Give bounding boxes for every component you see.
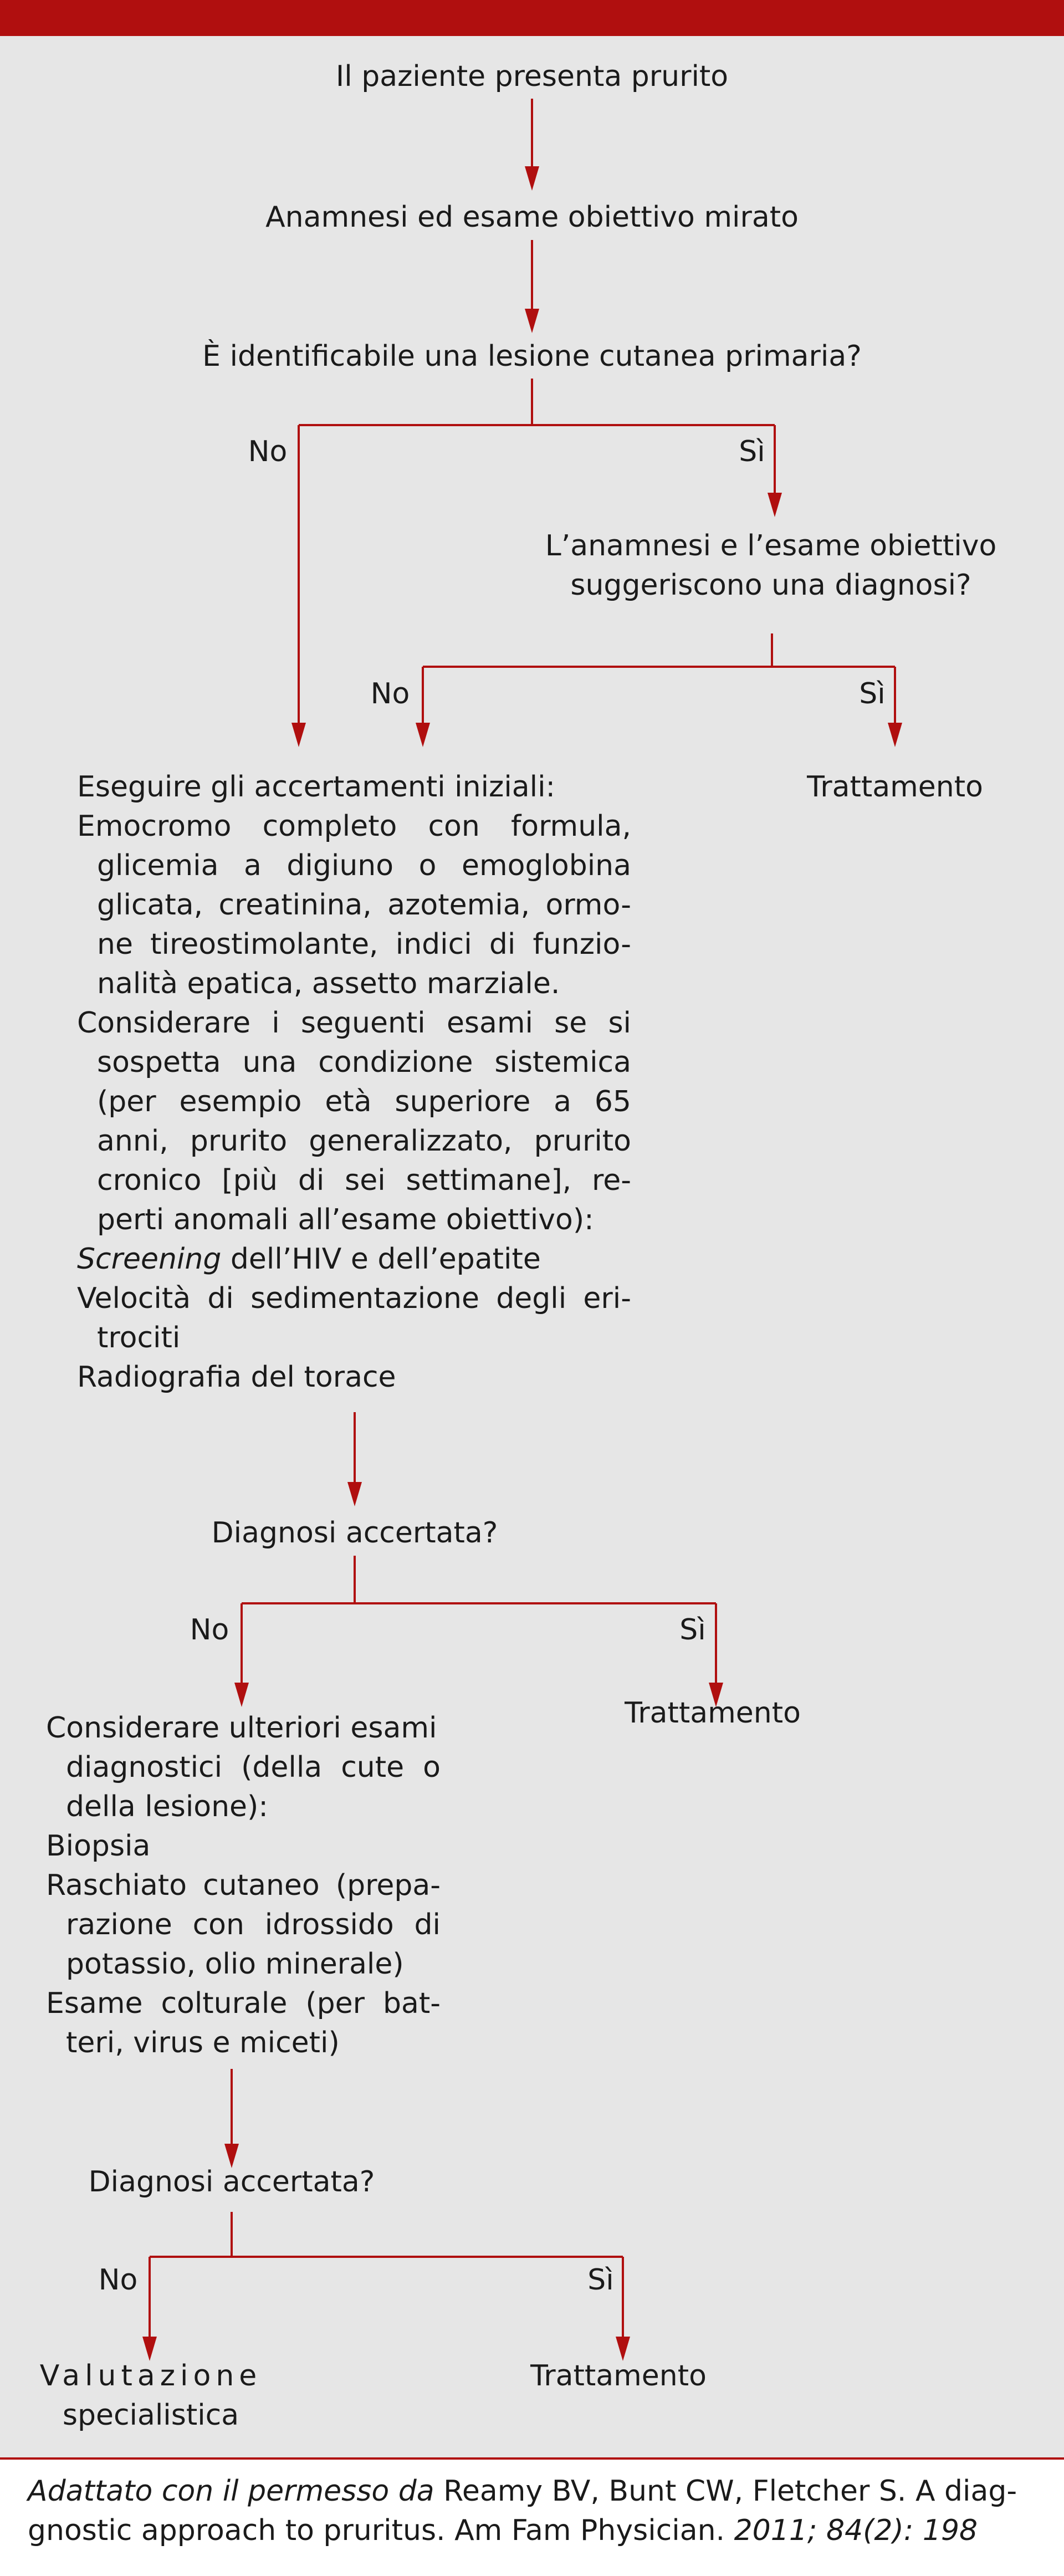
node-further-tests xyxy=(46,1709,441,2063)
arrowhead xyxy=(768,493,782,517)
node-diagnosis-2: Diagnosi accertata? xyxy=(88,2165,375,2199)
tests-line: trociti xyxy=(97,1321,181,1355)
citation-line2 xyxy=(28,2511,1036,2551)
screening-rest: dell’HIV e dell’epatite xyxy=(230,1243,541,1276)
tests-line: Considerare i seguenti esami se si xyxy=(77,1006,631,1040)
node-history: Anamnesi ed esame obiettivo mirato xyxy=(265,201,799,234)
node-diagnosis-1: Diagnosi accertata? xyxy=(211,1516,498,1550)
tests-screening-line xyxy=(77,1240,631,1279)
arrowhead xyxy=(525,166,539,191)
further-line: della lesione): xyxy=(66,1790,268,1823)
label-yes-suggest: Sì xyxy=(859,677,886,711)
tests-heading: Eseguire gli accertamenti iniziali: xyxy=(77,770,556,804)
citation-authors: Reamy BV, Bunt CW, Fletcher S. A diag- xyxy=(434,2475,1017,2508)
tests-line: nalità epatica, assetto marziale. xyxy=(97,967,560,1000)
citation-ref: 2011; 84(2): 198 xyxy=(734,2514,978,2547)
tests-line: Velocità di sedimentazione degli eri- xyxy=(77,1282,631,1315)
arrowhead xyxy=(888,723,902,747)
label-no-suggest: No xyxy=(370,677,410,711)
node-question-suggest-line2: suggeriscono una diagnosi? xyxy=(570,569,971,602)
node-question-lesion: È identificabile una lesione cutanea primaria? xyxy=(202,340,862,373)
tests-line: anni, prurito generalizzato, prurito xyxy=(97,1125,631,1158)
label-no-lesion: No xyxy=(248,435,288,468)
tests-line: (per esempio età superiore a 65 xyxy=(97,1085,631,1118)
screening-word: Screening xyxy=(77,1243,222,1276)
node-treatment-3: Trattamento xyxy=(530,2359,707,2393)
citation-line1 xyxy=(28,2472,1036,2511)
label-yes-diag2: Sì xyxy=(587,2263,614,2297)
label-yes-lesion: Sì xyxy=(739,435,765,468)
node-treatment-2: Trattamento xyxy=(625,1696,801,1730)
footer-rule xyxy=(0,2457,1064,2460)
citation-journal: gnostic approach to pruritus. Am Fam Physician. xyxy=(28,2514,734,2547)
node-question-suggest-line1: L’anamnesi e l’esame obiettivo xyxy=(545,529,997,563)
tests-line: Emocromo completo con formula, xyxy=(77,810,631,843)
node-initial-tests xyxy=(77,768,631,1397)
arrowhead xyxy=(525,309,539,333)
citation-italic: Adattato con il permesso da xyxy=(28,2475,434,2508)
label-no-diag2: No xyxy=(98,2263,138,2297)
further-line: Biopsia xyxy=(46,1829,151,1863)
arrowhead xyxy=(347,1482,362,1506)
label-yes-diag1: Sì xyxy=(679,1613,706,1647)
specialist-line1: Valutazione xyxy=(39,2359,262,2393)
further-line: Raschiato cutaneo (prepa- xyxy=(46,1869,441,1902)
further-line: Considerare ulteriori esami xyxy=(46,1711,437,1745)
tests-line: glicemia a digiuno o emoglobina xyxy=(97,849,631,882)
further-line: potassio, olio minerale) xyxy=(66,1948,404,1981)
further-line: diagnostici (della cute o xyxy=(66,1751,441,1784)
node-specialist xyxy=(37,2357,264,2435)
node-treatment-1: Trattamento xyxy=(807,770,983,804)
source-citation xyxy=(28,2472,1036,2551)
label-no-diag1: No xyxy=(190,1613,229,1647)
further-line: razione con idrossido di xyxy=(66,1908,441,1941)
tests-line: sospetta una condizione sistemica xyxy=(97,1046,631,1079)
arrowhead xyxy=(291,723,306,747)
node-start: Il paziente presenta prurito xyxy=(335,60,729,93)
further-line: teri, virus e miceti) xyxy=(66,2026,340,2059)
tests-line: ne tireostimolante, indici di funzio- xyxy=(97,928,631,961)
arrowhead xyxy=(234,1683,249,1707)
tests-line: perti anomali all’esame obiettivo): xyxy=(97,1203,594,1236)
tests-line: Radiografia del torace xyxy=(77,1361,396,1394)
specialist-line2: specialistica xyxy=(62,2399,239,2432)
tests-line: cronico [più di sei settimane], re- xyxy=(97,1164,631,1197)
arrowhead xyxy=(416,723,430,747)
further-line: Esame colturale (per bat- xyxy=(46,1987,441,2020)
tests-line: glicata, creatinina, azotemia, ormo- xyxy=(97,888,631,922)
